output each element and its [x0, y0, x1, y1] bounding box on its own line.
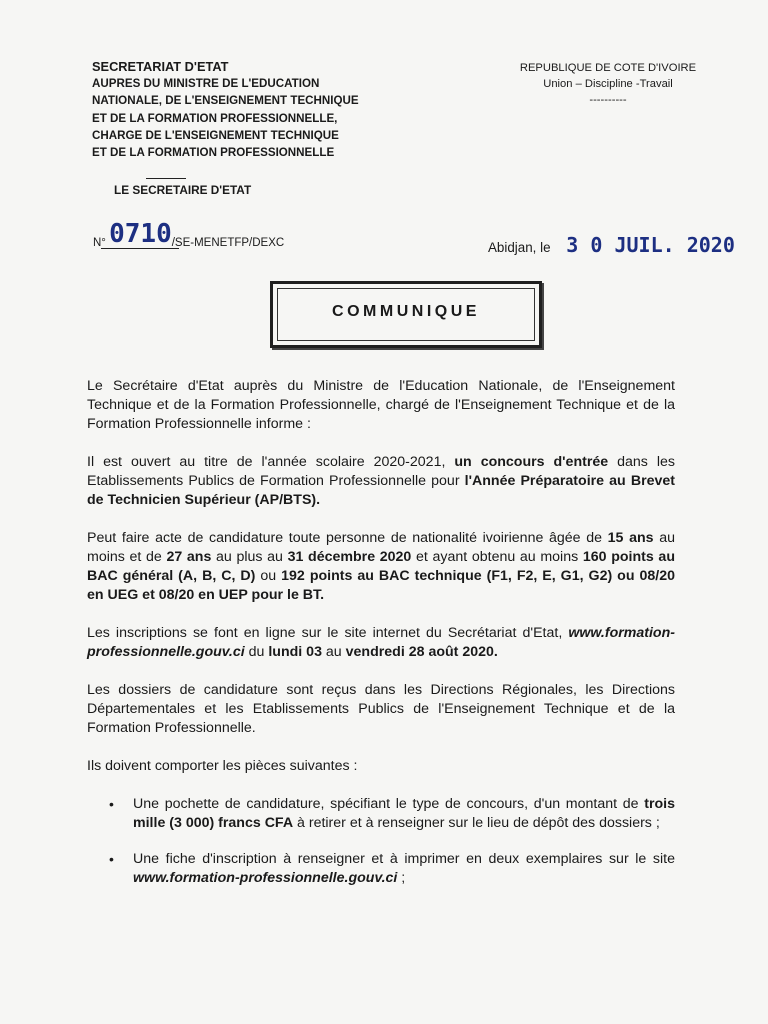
country-name: REPUBLIQUE DE COTE D'IVOIRE — [519, 62, 697, 74]
bullet-icon: • — [109, 796, 114, 812]
text-run-bold: lundi 03 — [268, 644, 322, 660]
text-run: Une pochette de candidature, spécifiant le type de concours, d'un montant de — [133, 796, 645, 812]
ministry-line: ET DE LA FORMATION PROFESSIONNELLE — [92, 146, 335, 160]
text-run: et ayant obtenu au moins — [411, 549, 583, 565]
text-run-bold: un concours d'entrée — [454, 454, 609, 470]
list-item — [87, 795, 675, 833]
reference-underline — [101, 248, 179, 249]
text-run: au moins et de — [87, 530, 676, 565]
title-box — [270, 281, 542, 348]
text-run: Peut faire acte de candidature toute personne de nationalité ivoirienne âgée de — [87, 530, 608, 546]
paragraph-submission: Les dossiers de candidature sont reçus dans les Directions Régionales, les Directions Départementales et les Etablissements Publics de l'Enseignement Technique et de la Formation Professionnelle. — [87, 682, 675, 736]
text-run: Une fiche d'inscription à renseigner et à imprimer en deux exemplaires sur le site — [133, 851, 675, 867]
text-run: ou — [255, 568, 282, 584]
text-run-bold: 31 décembre 2020 — [287, 549, 412, 565]
place-date — [488, 233, 735, 257]
text-run: dans les Etablissements Publics de Formation Professionnelle pour — [87, 454, 675, 489]
reference-prefix: N° — [93, 237, 106, 249]
website-link[interactable]: www.formation-professionnelle.gouv.ci — [133, 870, 398, 886]
text-run-bold: trois mille (3 000) francs CFA — [133, 796, 675, 831]
website-link[interactable]: www.formation-professionnelle.gouv.ci — [87, 625, 675, 660]
text-run: ; — [397, 870, 406, 886]
text-run-bold: 160 points au BAC général (A, B, C, D) — [87, 549, 675, 584]
secretary-title: LE SECRETAIRE D'ETAT — [114, 183, 252, 197]
text-run-bold: 27 ans — [166, 549, 212, 565]
ministry-line: AUPRES DU MINISTRE DE L'EDUCATION — [92, 77, 320, 91]
text-run: Les inscriptions se font en ligne sur le site internet du Secrétariat d'Etat, — [87, 625, 569, 641]
motto-rule: ---------- — [589, 94, 627, 106]
documents-list — [87, 795, 675, 888]
ministry-line: SECRETARIAT D'ETAT — [92, 59, 229, 74]
paragraph-registration — [87, 624, 675, 662]
reference-suffix: /SE-MENETFP/DEXC — [171, 237, 285, 249]
list-item — [87, 850, 675, 888]
divider — [146, 178, 186, 179]
ministry-line: ET DE LA FORMATION PROFESSIONNELLE, — [92, 111, 338, 125]
ministry-line: CHARGE DE L'ENSEIGNEMENT TECHNIQUE — [92, 128, 339, 142]
paragraph-documents-intro: Ils doivent comporter les pièces suivantes : — [87, 758, 358, 774]
place-label: Abidjan, le — [488, 240, 551, 255]
document-title: COMMUNIQUE — [332, 303, 480, 320]
text-run-bold: 192 points au BAC technique (F1, F2, E, G1, G2) ou 08/20 en UEG et 08/20 en UEP pour le BT. — [87, 568, 675, 603]
text-run-bold: vendredi 28 août 2020. — [345, 644, 498, 660]
text-run: Il est ouvert au titre de l'année scolaire 2020-2021, — [87, 454, 455, 470]
text-run: au — [321, 644, 346, 660]
national-motto: Union – Discipline -Travail — [543, 78, 673, 90]
ministry-header — [92, 58, 422, 161]
paragraph-intro: Le Secrétaire d'Etat auprès du Ministre de l'Education Nationale, de l'Enseignement Technique et de la Formation Professionnelle, chargé de l'Enseignement Technique et de la Formation Professionnelle informe : — [87, 378, 675, 432]
paragraph-announcement — [87, 453, 675, 510]
text-run-bold: 15 ans — [607, 530, 654, 546]
republic-header — [510, 60, 706, 108]
paragraph-eligibility — [87, 529, 675, 605]
document-body — [87, 377, 675, 905]
text-run: au plus au — [211, 549, 288, 565]
text-run: du — [244, 644, 269, 660]
reference-stamp: 0710 — [109, 219, 172, 249]
date-stamp: 3 0 JUIL. 2020 — [566, 233, 735, 257]
bullet-icon: • — [109, 851, 114, 867]
ministry-line: NATIONALE, DE L'ENSEIGNEMENT TECHNIQUE — [92, 94, 359, 108]
text-run: à retirer et à renseigner sur le lieu de dépôt des dossiers ; — [293, 815, 660, 831]
text-run-bold: l'Année Préparatoire au Brevet de Technicien Supérieur (AP/BTS). — [87, 473, 675, 508]
reference-number — [93, 219, 285, 253]
